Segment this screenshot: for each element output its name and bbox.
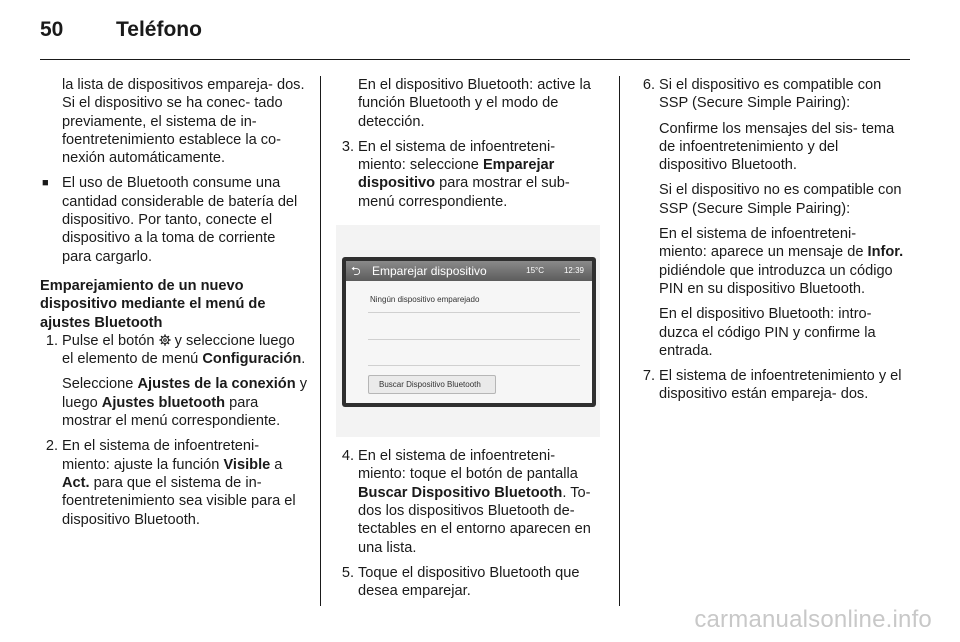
step-text: para mostrar el menú correspondiente. [62,394,281,430]
step-text: para mostrar el sub- menú correspondiente. [358,175,570,210]
screen-title-bar [346,261,592,281]
step-text: y luego [62,376,307,411]
step-1 [40,332,308,369]
paragraph: En el dispositivo Bluetooth: active la función Bluetooth y el modo de detección. [358,77,591,130]
menu-term: Emparejar dispositivo [358,157,555,192]
page-number: 50 [40,18,64,41]
column-2 [336,76,606,600]
menu-term: Ajustes de la conexión [137,376,296,393]
step-text: En el sistema de infoentreteni- miento: ajuste la función [62,438,260,473]
bullet-icon: ■ [42,177,49,190]
step-6 [637,76,905,113]
section-heading: Emparejamiento de un nuevo dispositivo mediante el menú de ajustes Bluetooth [40,277,266,331]
page-title: Teléfono [116,18,202,41]
step-number: 1. [45,332,58,349]
step-1-continued [40,375,308,430]
paragraph: En el dispositivo Bluetooth: intro- duzca el código PIN y confirme la entrada. [659,306,876,359]
menu-term: Act. [62,474,90,491]
menu-term: Visible [223,456,271,473]
step-number: 4. [341,448,354,465]
column-divider-2 [619,76,620,606]
column-divider-1 [320,76,321,606]
step-number: 5. [341,564,354,581]
screen-body [346,281,592,403]
display-screen [342,257,596,407]
step-text: Si el dispositivo es compatible con SSP (Secure Simple Pairing): [659,77,882,112]
temperature: 15°C [526,266,544,276]
step-text: . To- dos los dispositivos Bluetooth de- tectables en el entorno aparecen en una lista. [358,484,591,556]
paragraph: Si el dispositivo no es compatible con SSP (Secure Simple Pairing): [659,182,902,217]
menu-term: Ajustes bluetooth [101,394,226,411]
step-3 [336,138,606,211]
bullet-text: El uso de Bluetooth consume una cantidad considerable de batería del dispositivo. Por tanto, conecte el dispositivo a la toma de corriente para cargarlo. [62,175,298,265]
step-text: El sistema de infoentretenimiento y el dispositivo están empareja- dos. [659,368,902,403]
menu-term: Configuración [202,351,302,368]
step-text: para que el sistema de in- foentretenimiento sea visible para el dispositivo Bluetooth. [62,474,296,528]
paragraph: la lista de dispositivos empareja- dos. Si el dispositivo se ha conec- tado previamente, el sistema de in- foentretenimiento establece la co- nexión automáticamente. [62,77,305,167]
screen-title: Emparejar dispositivo [372,264,487,279]
clock: 12:39 [563,266,584,276]
step-text: Toque el dispositivo Bluetooth que desea emparejar. [358,564,580,600]
step-text: En el sistema de infoentreteni- miento: aparece un mensaje de [659,226,864,261]
header-rule [40,59,910,60]
page-header [40,18,202,48]
column-1 [40,76,308,529]
screen-illustration [336,225,600,437]
step-number: 7. [642,368,655,385]
paragraph: Confirme los mensajes del sis- tema de infoentretenimiento y del dispositivo Bluetooth. [659,120,895,174]
step-7 [637,367,905,404]
menu-term: Infor. [867,244,904,261]
punctuation: . [301,351,306,368]
step-2 [40,437,308,528]
step-number: 3. [341,138,354,155]
step-text: pidiéndole que introduzca un código PIN en su dispositivo Bluetooth. [659,262,893,297]
step-number: 6. [642,77,655,93]
step-text: En el sistema de infoentreteni- miento: seleccione [358,138,556,174]
watermark: carmanualsonline.info [694,606,932,633]
step-5 [336,564,606,601]
back-arrow-icon[interactable]: ⮌ [351,264,361,279]
menu-term: Buscar Dispositivo Bluetooth [358,484,563,501]
bullet-item [40,174,308,265]
step-number: 2. [45,438,58,455]
step-text: Pulse el botón [62,332,155,349]
step-4 [336,447,606,557]
settings-gear-icon [159,334,171,346]
step-text: a [274,456,283,473]
step-text: y seleccione luego el elemento de menú [62,332,295,368]
list-divider [368,339,580,340]
list-divider [368,312,580,313]
paragraph [637,225,905,298]
step-text: En el sistema de infoentreteni- miento: toque el botón de pantalla [358,448,578,483]
list-divider [368,365,580,366]
no-devices-message: Ningún dispositivo emparejado [370,295,480,305]
column-3 [637,76,905,404]
step-text: Seleccione [62,376,134,393]
search-bluetooth-button[interactable]: Buscar Dispositivo Bluetooth [368,375,496,394]
